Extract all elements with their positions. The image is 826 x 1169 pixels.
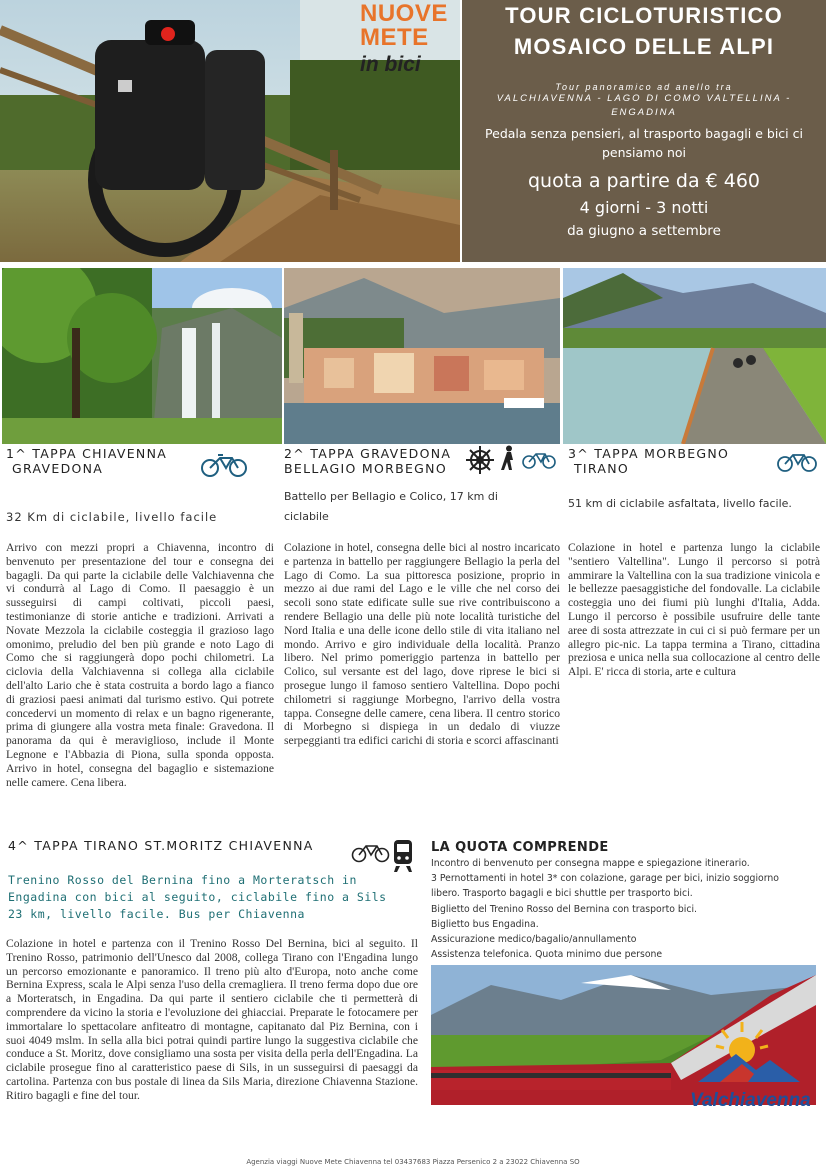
stage3-subtitle: 51 km di ciclabile asfaltata, livello facile. [568,497,792,510]
hiker-icon [499,445,519,471]
photo-river-path [563,268,826,444]
stage1-title-line1: 1^ TAPPA CHIAVENNA [6,446,168,461]
brand-line1: NUOVE [360,0,448,27]
quota-item: Biglietto bus Engadina. [431,918,539,930]
stage1-title-line2: GRAVEDONA [12,461,104,476]
stage2-subtitle: Battello per Bellagio e Colico, 17 km di ciclabile [284,490,498,523]
stage2-title-line2: BELLAGIO MORBEGNO [284,461,447,476]
stage1-subtitle: 32 Km di ciclabile, livello facile [6,510,218,524]
train-icon [392,838,414,874]
valchiavenna-logo [690,1020,810,1114]
stage3-body: Colazione in hotel e partenza lungo la ciclabile "sentiero Valtellina". Lungo il percorso si potrà ammirare la Valtellina con la sua tradizione vinicola e le bellezze paesaggistiche del fondovalle. La ciclabile costeggia uno dei fiumi più lunghi d'Italia, Adda. Lungo il percorso è possibile usufruire delle tante aree di sosta attrezzate in cui ci si può fermare per un allegro pic-nic. La tappa termina a Tirano, cittadina preziosa e unica nella sua collocazione al centro delle Alpi. E' ricca di storia, arte e cultura [568,541,820,679]
stage4-subtitle-line3: 23 km, livello facile. Bus per Chiavenna [8,907,305,921]
subtitle-1: Tour panoramico ad anello tra [555,82,733,92]
quota-item: Incontro di benvenuto per consegna mappe e spiegazione itinerario. [431,858,750,869]
bicycle-icon [200,452,248,478]
stage4-subtitle-line2: Engadina con bici al seguito, ciclabile fino a Sils [8,890,387,904]
price: quota a partire da € 460 [527,170,761,192]
photo-waterfall [2,268,282,444]
stage4-subtitle [8,872,387,923]
subtitle-2: VALCHIAVENNA - LAGO DI COMO VALTELLINA - ENGADINA [496,93,792,118]
header-panel [462,0,826,262]
photo-bellagio [284,268,560,444]
bicycle-icon [521,450,557,470]
stage1-title [6,446,167,476]
bicycle-icon [351,842,391,864]
quota-item: Biglietto del Trenino Rosso del Bernina con trasporto bici. [431,903,697,915]
stage3-title-line1: 3^ TAPPA MORBEGNO [568,446,730,461]
stage2-body: Colazione in hotel, consegna delle bici al nostro incaricato e partenza in battello per raggiungere Bellagio la perla del Lago di Como. La sua pittoresca posizione, proprio in mezzo ai due rami del Lago e le ville che nel corso dei secoli sono state edificate sulle sue rive contribuiscono a rendere Bellagio una delle più note località turistiche del Nord Italia e una delle icone dello stile di vita italiano nel mondo. Arrivo e giro individuale della località. Pranzo libero. Nel primo pomeriggio partenza in battello per Colico, sul versante est del lago, dove riprese le bici si prosegue lungo il famoso sentiero Valtellina. Dopo pochi chilometri si raggiunge Morbegno, l'arrivo della vostra tappa. Consegne delle camere, cena libera. Il centro storico di Morbegno si dispiega in un dedalo di viuzze serpeggianti tra edifici carichi di storia e scorci affascinanti [284,541,560,748]
brand-line3: in bici [360,53,421,76]
ship-wheel-icon [465,445,495,475]
brand-logo [360,2,460,75]
sun-mountain-icon [690,1020,810,1090]
quota-item: libero. Trasporto bagagli e bici shuttle per trasporto bici. [431,888,693,900]
brand-line2: METE [360,24,429,51]
quota-item: 3 Pernottamenti in hotel 3* con colazione, garage per bici, inizio soggiorno [431,873,779,885]
stage2-title-line1: 2^ TAPPA GRAVEDONA [284,446,452,461]
footer: Agenzia viaggi Nuove Mete Chiavenna tel 03437683 Piazza Persenico 2 a 23022 Chiavenna SO [246,1158,580,1166]
stage4-title: 4^ TAPPA TIRANO ST.MORITZ CHIAVENNA [8,838,314,853]
stage4-body: Colazione in hotel e partenza con il Trenino Rosso Del Bernina, bici al seguito. Il Trenino Rosso, patrimonio dell'Unesco dal 2008, collega Tirano con l'Engadina lungo un percorso emozionante e panoramico. Il treno più alto d'Europa, noto anche come Bernina Express, scala le Alpi senza l'uso della cremagliera. Il treno ferma dopo due ore a Morteratsch, in Engadina. Da qui parte il sentiero ciclabile che ti permetterà di comprendere da vicino la storia e l'evoluzione dei ghiacciai. Preparate le fotocamere per immortalare lo spettacolare anfiteatro di montagne, capitanato dal Piz Bernina, con i suoi 4049 mslm. In sella alla bici potrai quindi partire lungo la suggestiva ciclabile che conduce a St. Moritz, dove consigliamo una sosta per visita della perla dell'Engadina. La ciclabile prosegue fino al caratteristico paese di Sils, in un susseguirsi di paesaggi da cartolina. Partenza con bus postale di linea da Sils Maria, direzione Chiavenna Stazione. Ritiro bagagli e fine del tour. [6,937,418,1102]
quota-heading: LA QUOTA COMPRENDE [431,840,609,855]
quota-list [431,856,779,962]
stage2-title [284,446,451,476]
bicycle-icon [776,450,818,474]
quota-item: Assicurazione medico/bagalio/annullamento [431,934,637,946]
logo-text: Valchiavenna [690,1090,811,1111]
stage3-title-line2: TIRANO [574,461,630,476]
dates: da giugno a settembre [567,223,721,239]
title-line1: TOUR CICLOTURISTICO [505,3,783,28]
tagline: Pedala senza pensieri, al trasporto bagagli e bici ci pensiamo noi [485,126,803,160]
title-line2: MOSAICO DELLE ALPI [513,34,775,59]
stage1-body: Arrivo con mezzi propri a Chiavenna, incontro di benvenuto per presentazione del tour e consegna dei bagagli. Da qui parte la ciclabile delle Valchiavenna che vi condurrà al Lago di Como. Il paesaggio è un susseguirsi di campi coltivati, piccoli paesi, testimonianze di storie antiche e tradizioni. Arrivati a Novate Mezzola la ciclabile costeggia il grazioso lago omonimo, preludio del ben più grande e noto Lago di Como che si raggiungerà dopo pochi chilometri. La ciclovia della Valchiavenna si collega alla ciclabile dell'alto Lario che è stata costruita a bordo lago a fianco di graziosi paesi animati dal turismo estivo. Qui potrete concedervi un momento di relax e un bagno rigenerante, prima di giungere alla vostra meta finale: Gravedona. Il panorama da qui è meraviglioso, include il Monte Legnone e l'Abbazia di Piona, sulla sponda opposta. Arrivo in hotel, consegna del bagaglio e sistemazione nelle camere. Cena libera. [6,541,274,789]
stage3-title [568,446,729,476]
quota-item: Assistenza telefonica. Quota minimo due persone [431,949,663,961]
duration: 4 giorni - 3 notti [579,198,709,217]
stage4-subtitle-line1: Trenino Rosso del Bernina fino a Morteratsch in [8,873,357,887]
